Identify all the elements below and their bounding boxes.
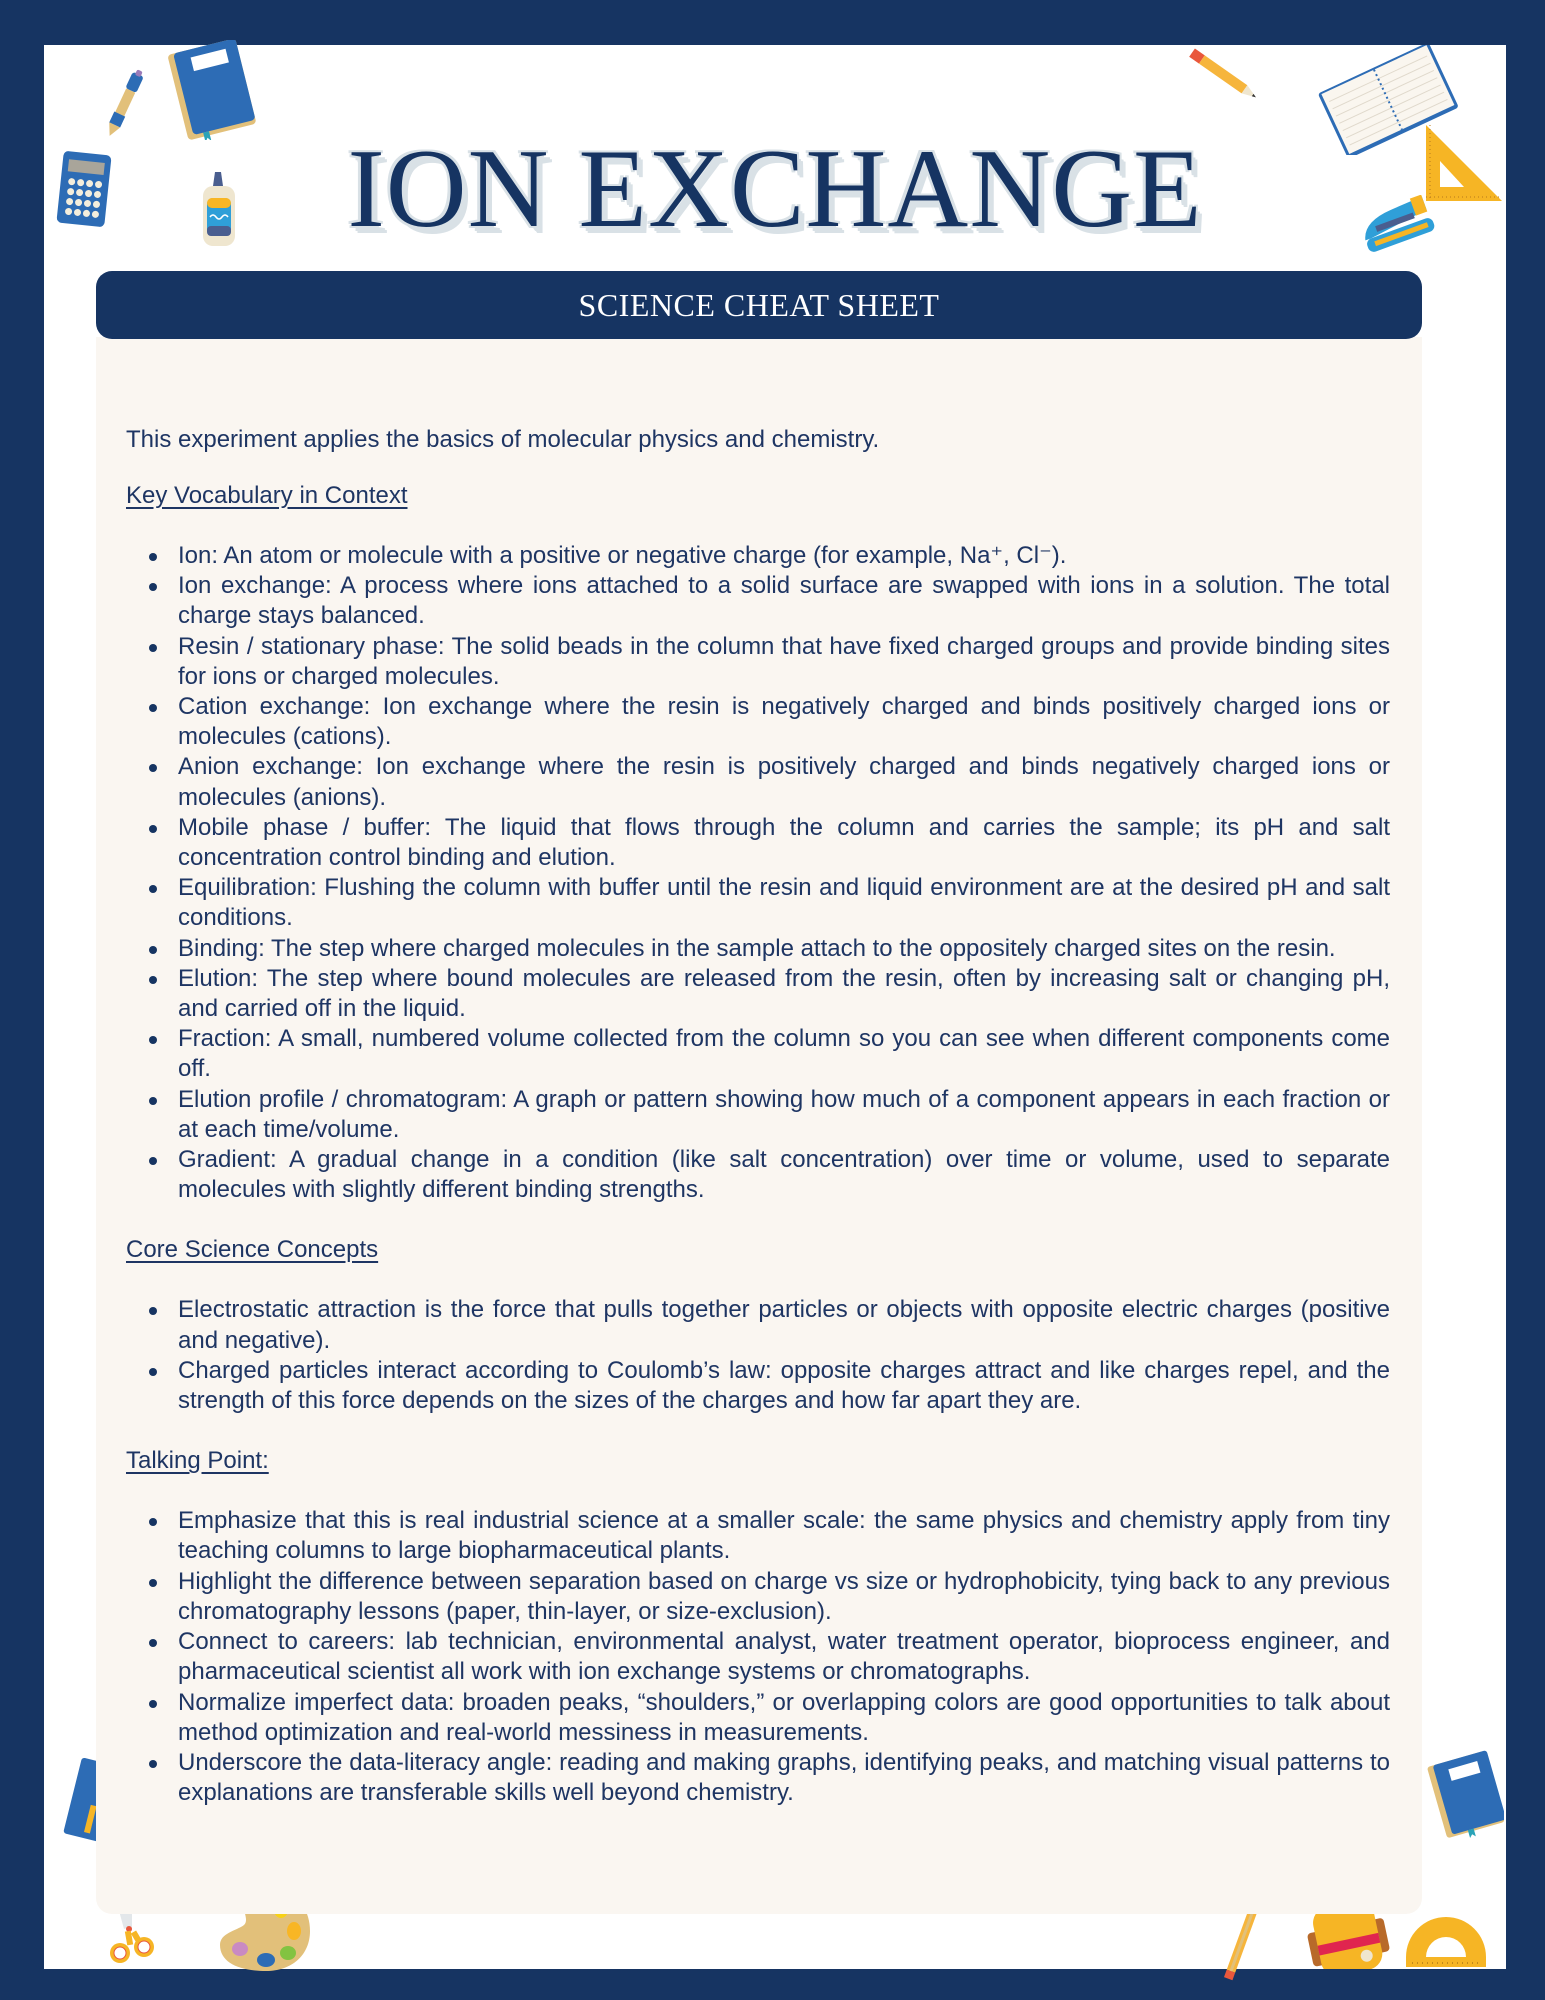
page-title: ION EXCHANGE: [347, 127, 1203, 251]
section-heading-talking-point: Talking Point:: [126, 1447, 269, 1475]
list-item: Elution: The step where bound molecules are released from the resin, often by increasing salt or changing pH, and carried off in the liquid.: [178, 964, 1390, 1024]
pencil-icon: [1216, 1905, 1266, 1985]
protractor-icon: [1404, 1915, 1488, 1969]
talking-points-list: [126, 1506, 1390, 1808]
list-item: Fraction: A small, numbered volume collected from the column so you can see when different components come off.: [178, 1024, 1390, 1084]
list-item: Anion exchange: Ion exchange where the resin is positively charged and binds negatively charged ions or molecules (anions).: [178, 752, 1390, 812]
banner-science-cheat-sheet: [96, 271, 1422, 339]
pencil-icon: [1179, 40, 1269, 110]
section-heading-key-vocabulary: Key Vocabulary in Context: [126, 482, 408, 509]
notebook-icon: [1424, 1750, 1504, 1840]
list-item: Highlight the difference between separation based on charge vs size or hydrophobicity, tying back to any previous chromatography lessons (paper, thin-layer, or size-exclusion).: [178, 1567, 1390, 1627]
vocabulary-list: [126, 541, 1390, 1205]
section-heading-core-science-concepts: Core Science Concepts: [126, 1236, 379, 1264]
calculator-icon: [54, 149, 114, 229]
list-item: Ion: An atom or molecule with a positive or negative charge (for example, Na⁺, Cl⁻).: [178, 541, 1390, 571]
set-square-icon: [1424, 123, 1504, 203]
banner-label: SCIENCE CHEAT SHEET: [578, 286, 940, 323]
list-item: Underscore the data-literacy angle: reading and making graphs, identifying peaks, and matching visual patterns to explanations are transferable skills well beyond chemistry.: [178, 1748, 1390, 1808]
list-item: Cation exchange: Ion exchange where the resin is negatively charged and binds positively charged ions or molecules (cations).: [178, 692, 1390, 752]
list-item: Ion exchange: A process where ions attached to a solid surface are swapped with ions in a solution. The total charge stays balanced.: [178, 571, 1390, 631]
intro-text: This experiment applies the basics of molecular physics and chemistry.: [126, 426, 880, 453]
list-item: Normalize imperfect data: broaden peaks, “shoulders,” or overlapping colors are good opportunities to talk about method optimization and real-world messiness in measurements.: [178, 1688, 1390, 1748]
list-item: Resin / stationary phase: The solid beads in the column that have fixed charged groups and provide binding sites for ions or charged molecules.: [178, 632, 1390, 692]
list-item: Binding: The step where charged molecules in the sample attach to the oppositely charged sites on the resin.: [178, 934, 1390, 964]
list-item: Electrostatic attraction is the force that pulls together particles or objects with opposite electric charges (positive and negative).: [178, 1295, 1390, 1355]
stapler-icon: [1356, 195, 1436, 255]
list-item: Connect to careers: lab technician, environmental analyst, water treatment operator, bioprocess engineer, and pharmaceutical scientist all work with ion exchange systems or chromatographs.: [178, 1627, 1390, 1687]
list-item: Mobile phase / buffer: The liquid that flows through the column and carries the sample; its pH and salt concentration control binding and elution.: [178, 813, 1390, 873]
notebook-icon: [159, 40, 259, 140]
list-item: Gradient: A gradual change in a condition (like salt concentration) over time or volume, used to separate molecules with slightly different binding strengths.: [178, 1145, 1390, 1205]
list-item: Elution profile / chromatogram: A graph or pattern showing how much of a component appears in each fraction or at each time/volume.: [178, 1085, 1390, 1145]
list-item: Emphasize that this is real industrial science at a smaller scale: the same physics and chemistry apply from tiny teaching columns to large biopharmaceutical plants.: [178, 1506, 1390, 1566]
cheat-sheet-page: [44, 45, 1506, 1969]
content-panel: [96, 337, 1422, 1914]
list-item: Equilibration: Flushing the column with buffer until the resin and liquid environment are at the desired pH and salt conditions.: [178, 873, 1390, 933]
pen-icon: [94, 65, 154, 145]
glue-bottle-icon: [189, 170, 249, 250]
concepts-list: [126, 1295, 1390, 1416]
list-item: Charged particles interact according to Coulomb’s law: opposite charges attract and like charges repel, and the strength of this force depends on the sizes of the charges and how far apart they are.: [178, 1356, 1390, 1416]
